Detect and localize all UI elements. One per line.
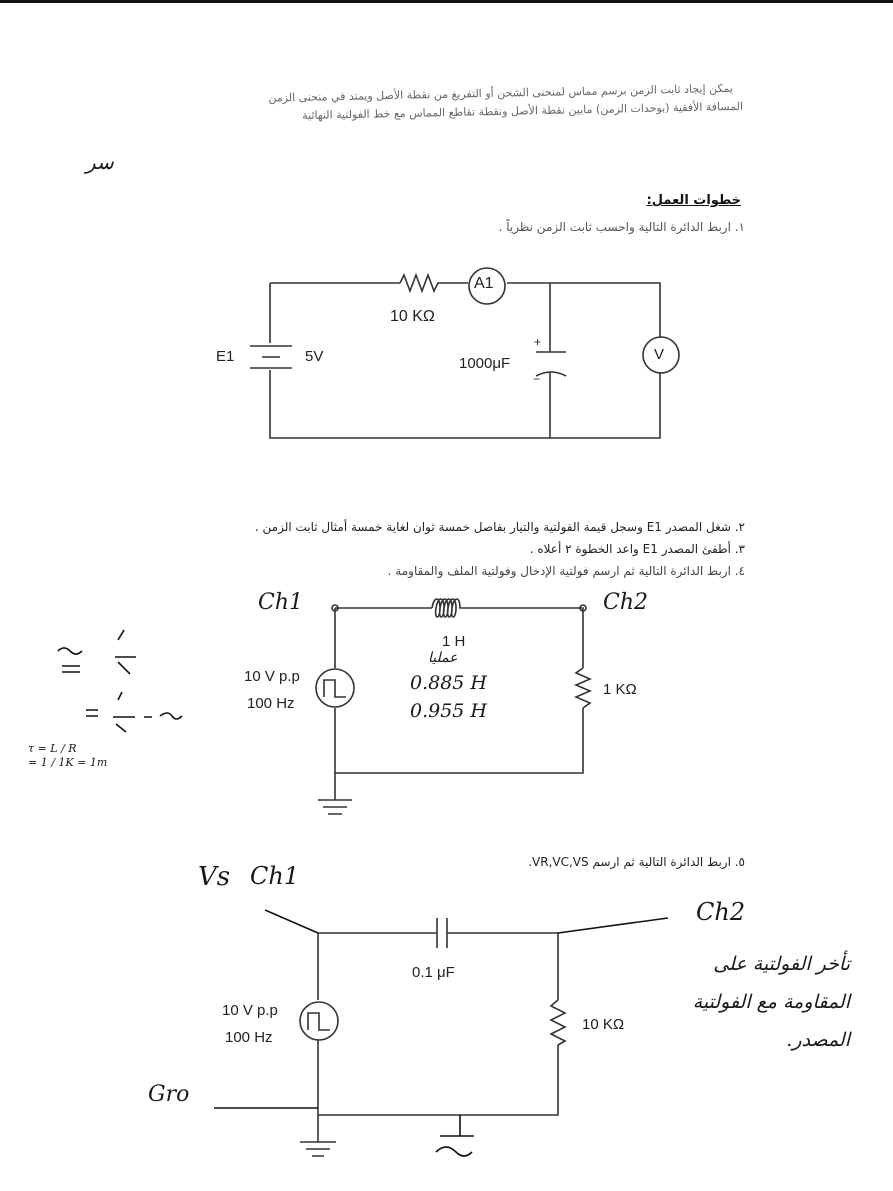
source-3-vpp-label: 10 V p.p (222, 1002, 278, 1019)
step-2: ٢. شغل المصدر E1 وسجل قيمة الفولتية والتيار بفاصل خمسة ثوان لغاية خمسة أمثال ثابت الزمن . (254, 520, 745, 534)
resistor-3-label: 10 KΩ (582, 1016, 625, 1033)
probe-ch1-label-3: Ch1 (250, 862, 300, 890)
intro-line-1: يمكن إيجاد ثابت الزمن برسم مماس لمنحنى الشحن أو التفريغ من نقطة الأصل ويمتد في منحنى الزمن (268, 81, 734, 105)
step-4: ٤. اربط الدائرة التالية ثم ارسم فولتية الإدخال وفولتية الملف والمقاومة . (387, 564, 745, 578)
source-2-vpp-label: 10 V p.p (244, 668, 300, 685)
capacitor-0-1uf-symbol (437, 918, 447, 948)
inductor-label: 1 H (442, 633, 466, 650)
source-3-freq-label: 100 Hz (225, 1029, 273, 1046)
procedure-heading: خطوات العمل: (646, 193, 741, 208)
source-2-freq-label: 100 Hz (247, 695, 295, 712)
capacitor-plus-sign: + (534, 335, 542, 349)
probe-ch2-label: Ch2 (603, 590, 648, 615)
circuit-3-wires (318, 933, 558, 1115)
probe-ch2-label-3: Ch2 (696, 898, 746, 926)
hand-gro-label: Gro (148, 1082, 190, 1107)
hand-vs-label: Vs (198, 862, 231, 892)
square-wave-source-2-symbol (300, 1002, 338, 1040)
hand-phase-note: تأخر الفولتية على المقاومة مع الفولتية المصدر. (692, 953, 850, 1051)
ground-2-symbol (300, 1115, 336, 1156)
ammeter-label: A1 (474, 275, 494, 292)
source-e1-label: E1 (216, 348, 235, 365)
hand-practical-note: عمليا (428, 650, 458, 666)
capacitor-minus-sign: − (533, 372, 541, 386)
hand-tau-formula: τ = L / R (28, 742, 77, 755)
capacitor-1-label: 1000μF (459, 355, 511, 372)
step-3: ٣. أطفئ المصدر E1 واعد الخطوة ٢ أعلاه . (529, 542, 745, 556)
intro-line-2: المسافة الأفقية (بوحدات الزمن) مابين نقطة الأصل ونقطة تقاطع المماس مع خط الفولتية النهائية (302, 99, 744, 123)
source-voltage-label: 5V (305, 348, 324, 365)
step-1: ١. اربط الدائرة التالية واحسب ثابت الزمن نظرياً . (498, 220, 745, 234)
probe-ch1-label: Ch1 (258, 590, 303, 615)
step-5: ٥. اربط الدائرة التالية ثم ارسم VR,VC,VS. (528, 855, 745, 869)
capacitor-3-label: 0.1 μF (412, 964, 455, 981)
margin-squiggle: سر (86, 150, 114, 174)
voltmeter-label: V (654, 346, 665, 363)
probe-leads-3 (214, 910, 668, 1108)
resistor-1-label: 10 KΩ (390, 308, 435, 325)
hand-inductance-2: 0.955 H (410, 700, 488, 722)
resistor-10k-3-symbol (551, 1000, 565, 1045)
hand-inductance-1: 0.885 H (410, 672, 488, 694)
resistor-2-label: 1 KΩ (603, 681, 637, 698)
hand-tau-result: = 1 / 1K = 1m (28, 756, 108, 769)
hand-ground-3 (436, 1115, 474, 1156)
